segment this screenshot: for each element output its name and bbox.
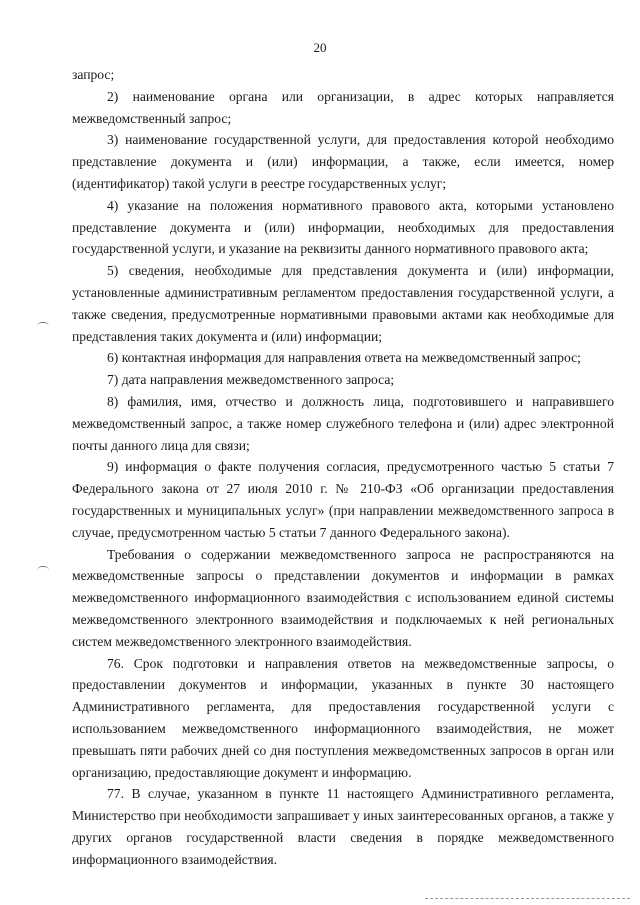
page-number: 20 xyxy=(313,40,327,55)
paragraph: 9) информация о факте получения согласия, предусмотренного частью 5 статьи 7 Федерального закона от 27 июля 2010 г. № 210-ФЗ «Об организации предоставления государственных и муниципальных услуг» (при направлении межведомственного запроса в случае, предусмотренном частью 5 статьи 7 данного Федерального закона). xyxy=(72,459,614,540)
footer-line xyxy=(425,898,630,899)
paragraph: 4) указание на положения нормативного правового акта, которыми установлено представление документа и (или) информации, необходимых для предоставления государственной услуги, и указание на реквизиты данного нормативного правового акта; xyxy=(72,197,614,257)
margin-mark xyxy=(37,566,49,571)
paragraph: запрос; xyxy=(72,67,115,82)
paragraph: 8) фамилия, имя, отчество и должность лица, подготовившего и направившего межведомственный запрос, а также номер служебного телефона и (или) адрес электронной почты данного лица для связи; xyxy=(72,393,614,453)
paragraph: 77. В случае, указанном в пункте 11 настоящего Административного регламента, Министерство при необходимости запрашивает у иных заинтересованных органов, а также у других органов государственной власти сведения в порядке межведомственного информационного взаимодействия. xyxy=(72,786,614,867)
paragraph: 5) сведения, необходимые для представления документа и (или) информации, установленные административным регламентом предоставления государственной услуги, а также сведения, предусмотренные нормативными правовыми актами как необходимые для представления таких документа и (или) информации; xyxy=(72,263,614,344)
paragraph: 3) наименование государственной услуги, для предоставления которой необходимо представление документа и (или) информации, а также, если имеется, номер (идентификатор) такой услуги в реестре государственных услуг; xyxy=(72,132,614,191)
margin-mark xyxy=(37,322,49,327)
paragraph: 6) контактная информация для направления ответа на межведомственный запрос; xyxy=(107,350,581,366)
paragraph: 2) наименование органа или организации, в адрес которых направляется межведомственный запрос; xyxy=(72,88,614,126)
paragraph: Требования о содержании межведомственного запроса не распространяются на межведомственные запросы о представлении документов и информации в рамках межведомственного информационного взаимодействия с использованием единой системы межведомственного электронного взаимодействия и подключаемых к ней региональных систем межведомственного электронного взаимодействия. xyxy=(72,546,614,649)
paragraph: 7) дата направления межведомственного запроса; xyxy=(107,372,395,388)
paragraph: 76. Срок подготовки и направления ответов на межведомственные запросы, о предоставлении документов и информации, указанных в пункте 30 настоящего Административного регламента, для предоставления государственной услуги с использованием межведомственного информационного взаимодействия, не может превышать пяти рабочих дней со дня поступления межведомственных запросов в орган или организацию, предоставляющие документ и информацию. xyxy=(72,655,614,780)
document-body xyxy=(72,64,614,870)
